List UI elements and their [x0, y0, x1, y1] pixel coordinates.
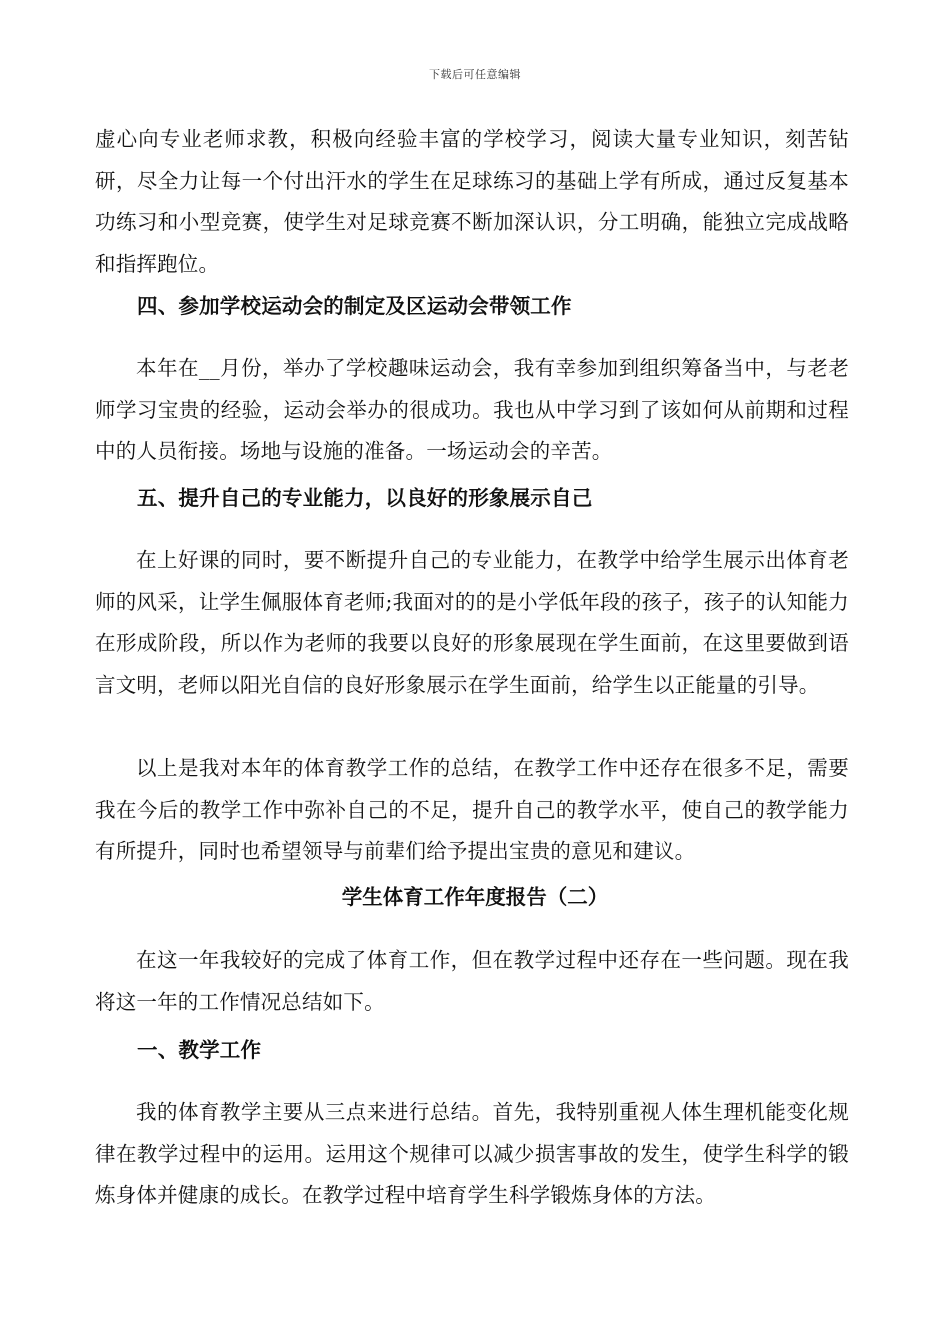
report-title-two: 学生体育工作年度报告（二）: [341, 885, 609, 909]
paragraph-professional-ability: 在上好课的同时，要不断提升自己的专业能力，在教学中给学生展示出体育老师的风采，让学生佩服体育老师;我面对的的是小学低年段的孩子，孩子的认知能力在形成阶段，所以作为老师的我要以良好的形象展现在学生面前，在这里要做到语言文明，老师以阳光自信的良好形象展示在学生面前，给学生以正能量的引导。: [95, 548, 849, 697]
section-heading-four: 四、参加学校运动会的制定及区运动会带领工作: [137, 294, 572, 318]
paragraph-teaching-work: 我的体育教学主要从三点来进行总结。首先，我特别重视人体生理机能变化规律在教学过程中的运用。运用这个规律可以减少损害事故的发生，使学生科学的锻炼身体并健康的成长。在教学过程中培育学生科学锻炼身体的方法。: [95, 1100, 849, 1207]
page-header-note: 下载后可任意编辑: [429, 68, 521, 81]
paragraph-football-training: 虚心向专业老师求教，积极向经验丰富的学校学习，阅读大量专业知识，刻苦钻研，尽全力让每一个付出汗水的学生在足球练习的基础上学有所成，通过反复基本功练习和小型竞赛，使学生对足球竞赛不断加深认识，分工明确，能独立完成战略和指挥跑位。: [95, 127, 849, 276]
paragraph-report-intro: 在这一年我较好的完成了体育工作，但在教学过程中还存在一些问题。现在我将这一年的工作情况总结如下。: [95, 948, 849, 1014]
section-heading-one: 一、教学工作: [137, 1038, 262, 1062]
section-heading-five: 五、提升自己的专业能力，以良好的形象展示自己: [137, 486, 593, 510]
paragraph-summary: 以上是我对本年的体育教学工作的总结，在教学工作中还存在很多不足，需要我在今后的教学工作中弥补自己的不足，提升自己的教学水平，使自己的教学能力有所提升，同时也希望领导与前辈们给予提出宝贵的意见和建议。: [95, 756, 849, 863]
paragraph-sports-meet: 本年在__月份，举办了学校趣味运动会，我有幸参加到组织筹备当中，与老老师学习宝贵的经验，运动会举办的很成功。我也从中学习到了该如何从前期和过程中的人员衔接。场地与设施的准备。一场运动会的辛苦。: [95, 356, 849, 463]
